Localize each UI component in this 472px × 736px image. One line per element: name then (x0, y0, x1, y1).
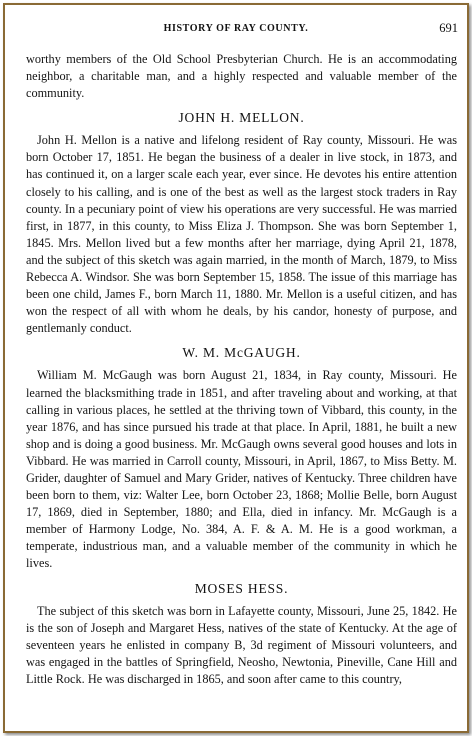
paragraph-moses-hess: The subject of this sketch was born in Lafayette county, Missouri, June 25, 1842. He is the son of Joseph and Margaret Hess, natives of the state of Kentucky. At the age of seventeen years he enlisted in company B, 3d regiment of Missouri volunteers, and was engaged in the battles of Springfield, Neosho, Newtonia, Pineville, Cane Hill and Little Rock. He was discharged in 1865, and soon after came to this country, (26, 603, 457, 686)
heading-w-m-mcgaugh: W. M. McGAUGH. (182, 345, 301, 361)
paragraph-w-m-mcgaugh: William M. McGaugh was born August 21, 1834, in Ray county, Missouri. He learned the blacksmithing trade in 1851, and after traveling about and working, at that calling in various places, he settled at the thriving town of Vibbard, this county, in the year 1876, and has since pursued his trade at that place. In April, 1881, he built a new shop and is doing a good business. Mr. McGaugh owns several good houses and lots in Vibbard. He was married in Carroll county, Missouri, in April, 1867, to Miss Betty. M. Grider, daughter of Samuel and Mary Grider, natives of Kentucky. Three children have been born to them, viz: Walter Lee, born October 23, 1868; Mollie Belle, born August 17, 1869, died in September, 1880; and Ella, died in infancy. Mr. McGaugh is a member of Harmony Lodge, No. 384, A. F. & A. M. He is a good workman, a temperate, industrious man, and a valuable member of the community in which he lives. (26, 368, 457, 571)
paragraph-john-h-mellon: John H. Mellon is a native and lifelong resident of Ray county, Missouri. He was born October 17, 1851. He began the business of a dealer in live stock, in 1873, and has continued it, on a larger scale each year, ever since. He devotes his entire attention closely to his calling, and is one of the best as well as the largest stock traders in Ray county. In a pecuniary point of view his operations are very successful. He was married first, in 1877, in this county, to Miss Eliza J. Thompson. She was born September 1, 1845. Mrs. Mellon lived but a few months after her marriage, dying April 21, 1878, and the subject of this sketch was again married, in the month of March, 1879, to Miss Rebecca A. Windsor. She was born September 15, 1858. The issue of this marriage has been one child, James F., born March 11, 1880. Mr. Mellon is a useful citizen, and has won the respect of all with whom he deals, by his candor, honesty of purpose, and gentlemanly conduct. (26, 133, 457, 336)
text-body (26, 51, 457, 688)
heading-moses-hess: MOSES HESS. (194, 580, 289, 596)
heading-john-h-mellon: JOHN H. MELLON. (178, 110, 305, 126)
page-number: 691 (439, 21, 458, 35)
running-title: HISTORY OF RAY COUNTY. (163, 23, 309, 34)
page-frame (3, 3, 469, 733)
paragraph-continuation: worthy members of the Old School Presbyterian Church. He is an accommodating neighbor, a charitable man, and a highly respected and valuable member of the community. (26, 52, 457, 101)
running-head (5, 23, 467, 39)
